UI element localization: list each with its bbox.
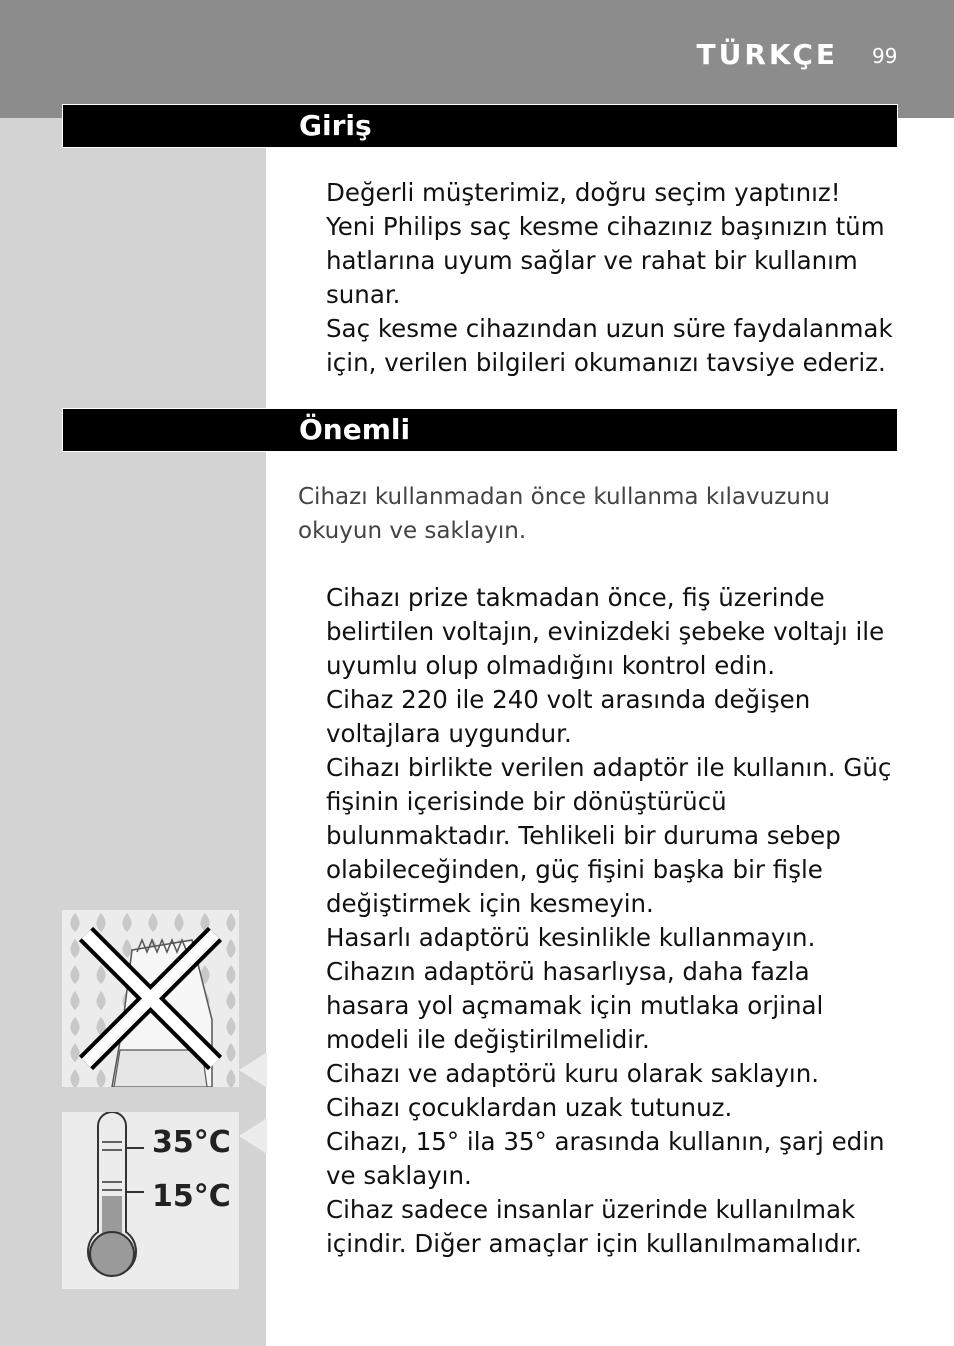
language-label: TÜRKÇE [696, 38, 838, 71]
section-heading-intro [62, 104, 898, 148]
section-title: Giriş [299, 109, 372, 142]
list-item: Hasarlı adaptörü kesinlikle kullanmayın. [326, 923, 816, 952]
list-item: Cihazı birlikte verilen adaptör ile kullanın. Güç fişinin içerisinde bir dönüştürücü bulunmaktadır. Tehlikeli bir duruma sebep olabileceğinden, güç fişini başka bir fişle değiştirmek için kesmeyin. [326, 753, 892, 918]
list-item: Cihazı çocuklardan uzak tutunuz. [326, 1093, 733, 1122]
thermometer-icon [62, 1112, 239, 1289]
intro-paragraph: Değerli müşterimiz, doğru seçim yaptınız! Yeni Philips saç kesme cihazınız başınızın tüm hatlarına uyum sağlar ve rahat bir kullanım sunar. [326, 178, 885, 309]
list-item: Cihazın adaptörü hasarlıysa, daha fazla hasara yol açmamak için mutlaka orjinal modeli ile değiştirilmelidir. [326, 957, 824, 1054]
list-item: Cihazı ve adaptörü kuru olarak saklayın. [326, 1059, 820, 1088]
important-list [326, 581, 894, 1261]
section-heading-important [62, 408, 898, 452]
intro-paragraph: Saç kesme cihazından uzun süre faydalanmak için, verilen bilgileri okumanızı tavsiye ederiz. [326, 314, 893, 377]
temp-high-label: 35°C [152, 1125, 231, 1160]
page-number: 99 [872, 44, 898, 68]
no-water-icon [62, 910, 239, 1087]
thermometer-panel [62, 1112, 239, 1289]
callout-pointer [239, 1118, 267, 1154]
callout-pointer [239, 1052, 267, 1088]
section-title: Önemli [299, 413, 411, 446]
important-note: Cihazı kullanmadan önce kullanma kılavuzunu okuyun ve saklayın. [298, 484, 831, 544]
intro-text [326, 176, 894, 380]
no-water-illustration [62, 910, 239, 1087]
list-item: Cihaz 220 ile 240 volt arasında değişen voltajlara uygundur. [326, 685, 811, 748]
temp-low-label: 15°C [152, 1179, 231, 1214]
list-item: Cihazı prize takmadan önce, fiş üzerinde belirtilen voltajın, evinizdeki şebeke voltajı ile uyumlu olup olmadığını kontrol edin. [326, 583, 885, 680]
list-item: Cihaz sadece insanlar üzerinde kullanılmak içindir. Diğer amaçlar için kullanılmamalıdır. [326, 1195, 863, 1258]
list-item: Cihazı, 15° ila 35° arasında kullanın, şarj edin ve saklayın. [326, 1127, 885, 1190]
